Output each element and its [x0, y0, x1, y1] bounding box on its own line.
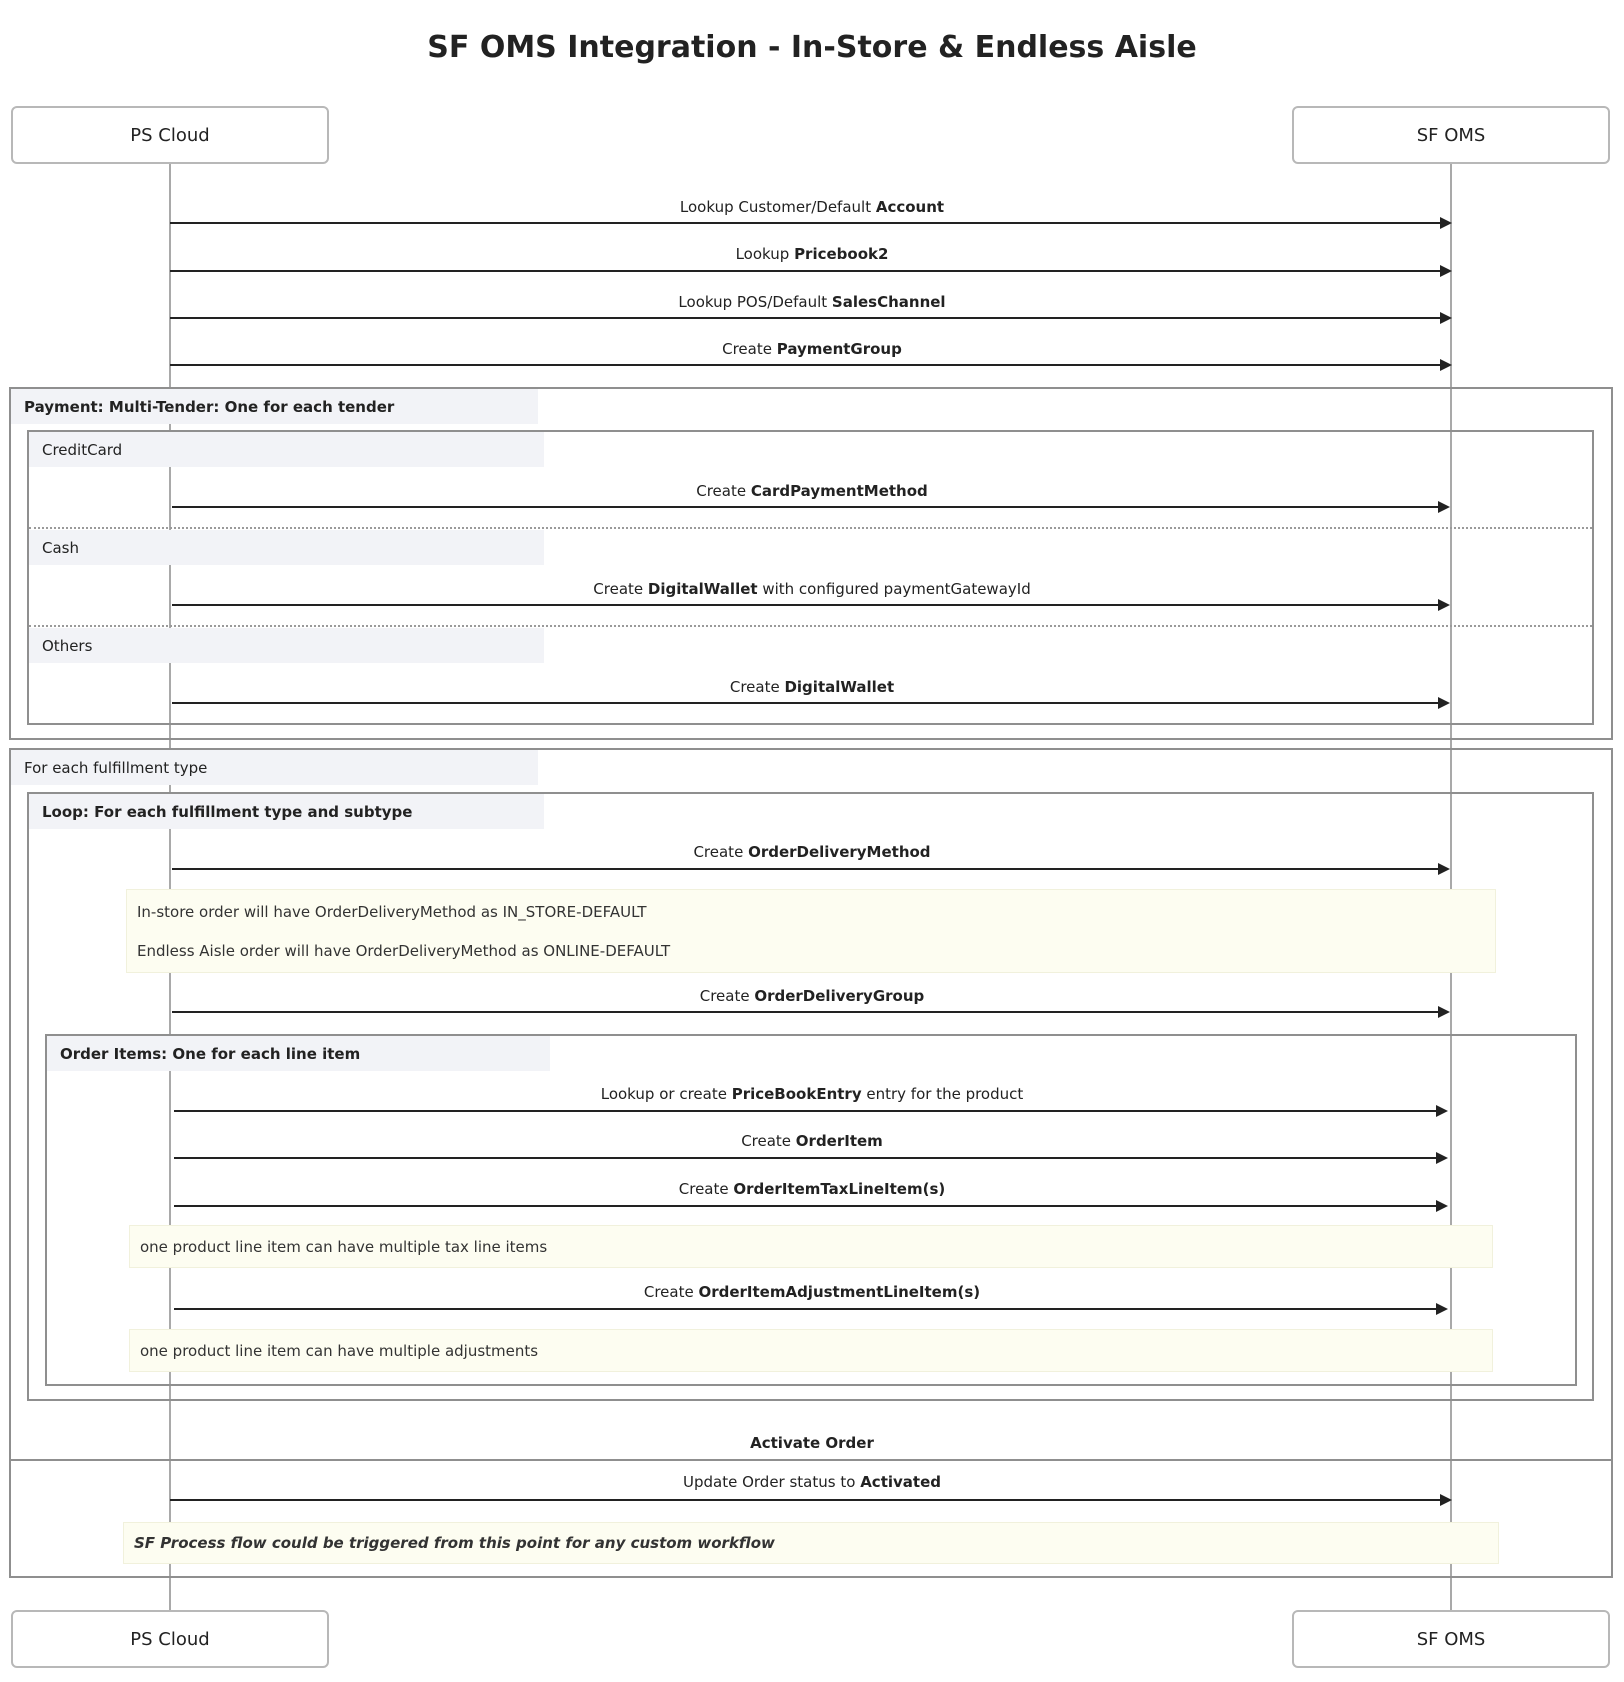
message-label: Lookup POS/Default SalesChannel — [678, 293, 946, 311]
frame-label-order-items: Order Items: One for each line item — [47, 1036, 550, 1071]
note-line: Endless Aisle order will have OrderDeliveryMethod as ONLINE-DEFAULT — [137, 942, 671, 960]
frame-label-fulfillment: For each fulfillment type — [11, 750, 538, 785]
message-label: Create OrderItemAdjustmentLineItem(s) — [643, 1283, 981, 1301]
arrow — [174, 1105, 1448, 1117]
frame-label-payment: Payment: Multi-Tender: One for each tender — [11, 389, 538, 424]
message-label: Create OrderDeliveryGroup — [699, 987, 925, 1005]
arrow — [172, 1006, 1450, 1018]
arrow — [172, 599, 1450, 611]
message-label: Create PaymentGroup — [722, 340, 902, 358]
message-label: Lookup Pricebook2 — [735, 245, 889, 263]
message-label: Create OrderItem — [741, 1132, 883, 1150]
message-label: Create OrderItemTaxLineItem(s) — [678, 1180, 946, 1198]
message-label: Create DigitalWallet with configured paymentGatewayId — [593, 580, 1031, 598]
actor-label: PS Cloud — [130, 124, 210, 146]
actor-label: PS Cloud — [130, 1628, 210, 1650]
note-line: In-store order will have OrderDeliveryMethod as IN_STORE-DEFAULT — [137, 903, 647, 921]
diagram-title: SF OMS Integration - In-Store & Endless Aisle — [427, 30, 1197, 65]
arrow — [174, 1303, 1448, 1315]
arrow — [170, 217, 1452, 229]
actor-label: SF OMS — [1416, 1628, 1486, 1650]
frame-label-cash: Cash — [29, 530, 544, 565]
note-line: one product line item can have multiple tax line items — [140, 1238, 548, 1256]
arrow — [172, 863, 1450, 875]
message-label: Lookup Customer/Default Account — [679, 198, 945, 216]
arrow — [170, 1494, 1452, 1506]
note-line: one product line item can have multiple adjustments — [140, 1342, 539, 1360]
arrow — [170, 359, 1452, 371]
section-label-activate-order: Activate Order — [750, 1434, 874, 1452]
arrow — [170, 265, 1452, 277]
message-label: Create DigitalWallet — [729, 678, 895, 696]
arrow — [170, 312, 1452, 324]
arrow — [174, 1152, 1448, 1164]
message-label: Lookup or create PriceBookEntry entry for the product — [600, 1085, 1024, 1103]
arrow — [172, 501, 1450, 513]
frame-label-others: Others — [29, 628, 544, 663]
message-label: Create CardPaymentMethod — [696, 482, 928, 500]
message-label: Update Order status to Activated — [683, 1473, 941, 1491]
note-line: SF Process flow could be triggered from this point for any custom workflow — [134, 1534, 775, 1552]
arrow — [172, 697, 1450, 709]
message-label: Create OrderDeliveryMethod — [693, 843, 931, 861]
arrow — [174, 1200, 1448, 1212]
frame-label-creditcard: CreditCard — [29, 432, 544, 467]
frame-label-loop: Loop: For each fulfillment type and subtype — [29, 794, 544, 829]
actor-label: SF OMS — [1416, 124, 1486, 146]
